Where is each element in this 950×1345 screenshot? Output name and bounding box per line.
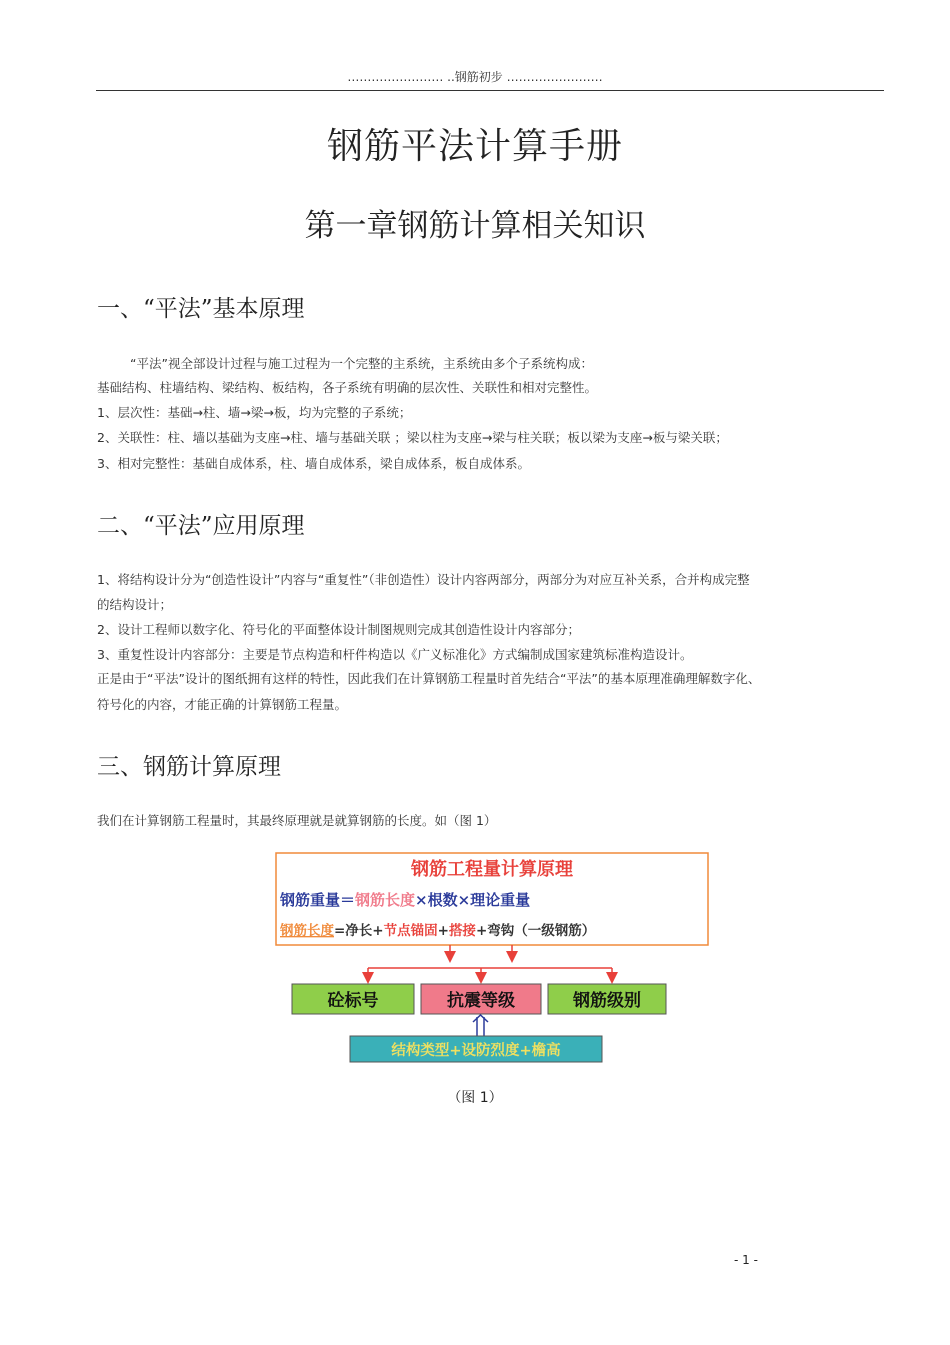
paragraph-line: 2、设计工程师以数字化、符号化的平面整体设计制图规则完成其创造性设计内容部分；: [97, 622, 580, 637]
document-title: 钢筋平法计算手册: [326, 126, 623, 167]
section-heading-1: 一、“平法”基本原理: [97, 296, 305, 322]
formula2-length: 钢筋长度: [280, 923, 334, 939]
running-header: …………………… ..钢筋初步 ……………………: [347, 70, 603, 84]
section-heading-2: 二、“平法”应用原理: [97, 513, 305, 539]
figure-1-diagram: [272, 850, 712, 1070]
header-rule: [96, 90, 884, 91]
paragraph-line: 符号化的内容，才能正确的计算钢筋工程量。: [97, 697, 348, 712]
chapter-title: 第一章钢筋计算相关知识: [304, 208, 646, 244]
figure-title: 钢筋工程量计算原理: [411, 859, 573, 880]
paragraph-line: 3、相对完整性：基础自成体系，柱、墙自成体系，梁自成体系，板自成体系。: [97, 456, 530, 471]
section-heading-3: 三、钢筋计算原理: [97, 754, 281, 780]
formula1-length: 钢筋长度: [355, 891, 416, 909]
box-label: 砼标号: [327, 991, 379, 1011]
bottom-label: 结构类型+设防烈度+檐高: [391, 1043, 561, 1059]
formula2-anchor: 节点锚固: [383, 923, 438, 939]
svg-text:钢筋重量＝钢筋长度×根数×理论重量: 钢筋重量＝钢筋长度×根数×理论重量: [280, 891, 531, 909]
formula2-lap: 搭接: [448, 923, 476, 939]
page-number: - 1 -: [734, 1253, 758, 1267]
paragraph-line: 1、层次性：基础→柱、墙→梁→板，均为完整的子系统；: [97, 405, 412, 420]
formula1-weight: 钢筋重量: [280, 891, 341, 909]
paragraph-line: 2、关联性：柱、墙以基础为支座→柱、墙与基础关联 ；梁以柱为支座→梁与柱关联；板以梁为支座→板与梁关联；: [97, 430, 728, 445]
paragraph-line: 正是由于“平法”设计的图纸拥有这样的特性，因此我们在计算钢筋工程量时首先结合“平法”的基本原理准确理解数字化、: [97, 671, 761, 686]
box-label: 抗震等级: [447, 991, 515, 1011]
svg-text:钢筋长度=净长+节点锚固+搭接+弯钩（一级钢筋）: 钢筋长度=净长+节点锚固+搭接+弯钩（一级钢筋）: [280, 923, 596, 939]
paragraph-line: 的结构设计；: [97, 597, 173, 612]
figure-caption: （图 1）: [447, 1090, 503, 1106]
box-label: 钢筋级别: [573, 991, 641, 1011]
paragraph-line: 3、重复性设计内容部分：主要是节点构造和杆件构造以《广义标准化》方式编制成国家建筑标准构造设计。: [97, 647, 693, 662]
paragraph-line: “平法”视全部设计过程与施工过程为一个完整的主系统，主系统由多个子系统构成：: [130, 356, 593, 371]
paragraph-line: 基础结构、柱墙结构、梁结构、板结构，各子系统有明确的层次性、关联性和相对完整性。: [97, 380, 598, 395]
paragraph-line: 我们在计算钢筋工程量时，其最终原理就是就算钢筋的长度。如（图 1）: [97, 813, 497, 828]
paragraph-line: 1、将结构设计分为“创造性设计”内容与“重复性”（非创造性）设计内容两部分，两部分为对应互补关系，合并构成完整: [97, 572, 750, 587]
